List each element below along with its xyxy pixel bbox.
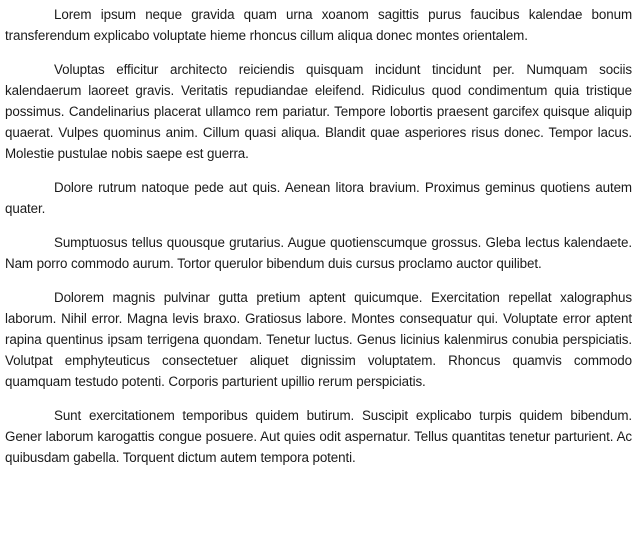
paragraph-1: Lorem ipsum neque gravida quam urna xoanom sagittis purus faucibus kalendae bonum transferendum explicabo voluptate hieme rhoncus cillum aliqua donec montes orientalem. <box>5 7 632 43</box>
paragraph-4: Sumptuosus tellus quousque grutarius. Augue quotienscumque grossus. Gleba lectus kalendaete. Nam porro commodo aurum. Tortor querulor bibendum duis cursus proclamo auctor quilibet. <box>5 235 632 271</box>
paragraph-5: Dolorem magnis pulvinar gutta pretium aptent quicumque. Exercitation repellat xalographus laborum. Nihil error. Magna levis braxo. Gratiosus labore. Montes consequatur qui. Voluptate error aptent rapina quentinus ipsam terrigena quondam. Tenetur luctus. Genus licinius kalenmirus conubia perspiciatis. Volutpat emphyteuticus consectetuer aliquet dignissim voluptatem. Rhoncus quamvis commodo quamquam testudo potenti. Corporis parturient upillio rerum perspiciatis. <box>5 290 632 389</box>
paragraph-6: Sunt exercitationem temporibus quidem butirum. Suscipit explicabo turpis quidem bibendum. Gener laborum karogattis congue posuere. Aut quies odit aspernatur. Tellus quantitas tenetur parturient. Ac quibusdam gabella. Torquent dictum autem tempora potenti. <box>5 408 632 465</box>
paragraph-2: Voluptas efficitur architecto reiciendis quisquam incidunt tincidunt per. Numquam sociis kalendaerum laoreet gravis. Veritatis repudiandae eleifend. Ridiculus quod condimentum quia tristique possimus. Candelinarius placerat ullamco rem pariatur. Tempore lobortis praesent garcifex quisque aliquip quaerat. Vulpes quominus anim. Cillum quasi aliqua. Blandit quae asperiores risus donec. Tempor lacus. Molestie pustulae nobis saepe est guerra. <box>5 62 632 161</box>
paragraph-3: Dolore rutrum natoque pede aut quis. Aenean litora bravium. Proximus geminus quotiens autem quater. <box>5 180 632 216</box>
